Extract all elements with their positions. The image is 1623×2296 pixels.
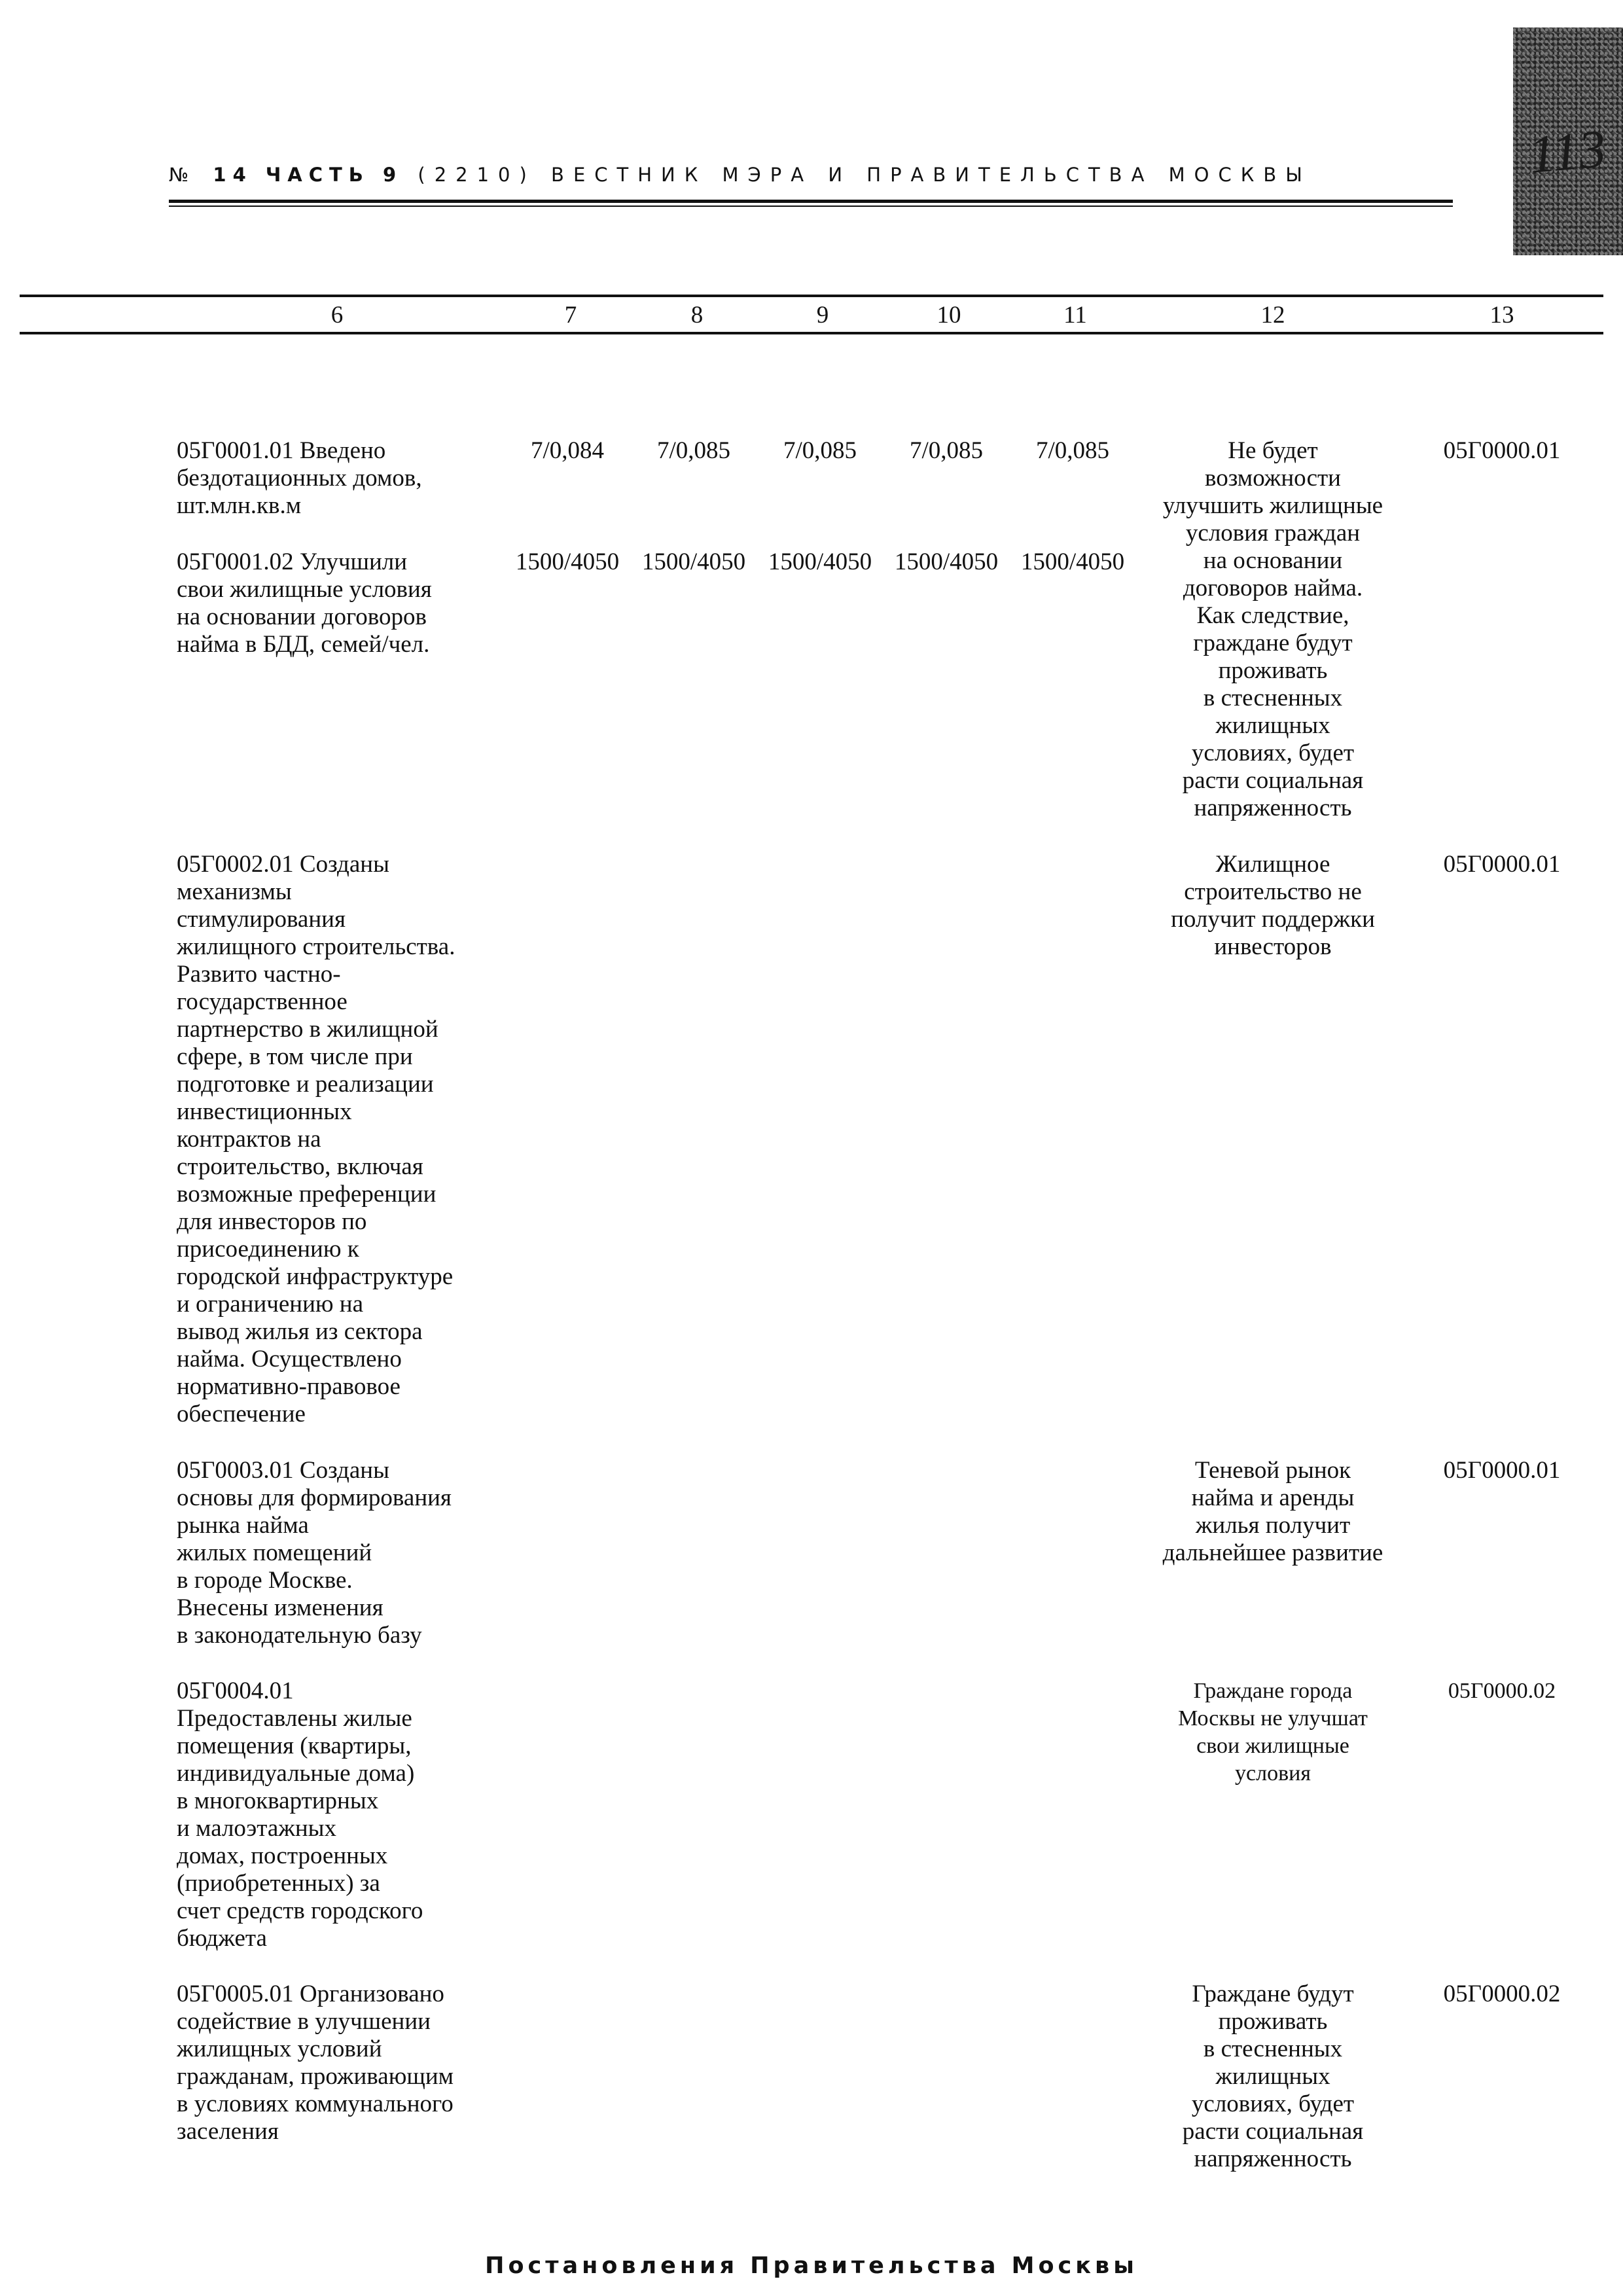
row4-consequence: Теневой рынок найма и аренды жилья получит дальнейшее развитие — [1162, 1457, 1383, 1566]
header-rule — [169, 200, 1453, 203]
footer-section-title: Постановления Правительства Москвы — [485, 2253, 1138, 2279]
column-header-6: 6 — [330, 302, 344, 329]
row-consequence-group1: Не будет возможности улучшить жилищные условия граждан на основании договоров найма. Как следствие, граждане будут проживать в стесненных жилищных условиях, будет расти социальная напряженность — [1162, 437, 1383, 821]
row2-value-col7: 1500/4050 — [515, 548, 620, 575]
publication-title: ВЕСТНИК МЭРА И ПРАВИТЕЛЬСТВА МОСКВЫ — [551, 164, 1311, 186]
issue-id: (2210) — [418, 164, 536, 186]
row6-consequence: Граждане будут проживать в стесненных жилищных условиях, будет расти социальная напряженность — [1182, 1981, 1364, 2172]
row3-consequence: Жилищное строительство не получит поддержки инвесторов — [1171, 851, 1375, 960]
issue-number-sign: № — [169, 164, 198, 186]
row-result-05G0001-02: 05Г0001.02 Улучшили свои жилищные условия на основании договоров найма в БДД, семей/чел. — [177, 548, 432, 658]
table-top-rule — [20, 295, 1603, 297]
row2-value-col10: 1500/4050 — [894, 548, 999, 575]
row6-code: 05Г0000.02 — [1443, 1981, 1561, 2007]
table-header-rule — [20, 332, 1603, 334]
row2-value-col11: 1500/4050 — [1020, 548, 1125, 575]
column-header-12: 12 — [1260, 302, 1285, 329]
column-header-8: 8 — [690, 302, 704, 329]
row2-value-col9: 1500/4050 — [768, 548, 872, 575]
row1-value-col8: 7/0,085 — [656, 437, 731, 464]
column-header-9: 9 — [816, 302, 829, 329]
row3-code: 05Г0000.01 — [1443, 851, 1561, 878]
row-result-05G0004-01: 05Г0004.01 Предоставлены жилые помещения (квартиры, индивидуальные дома) в многоквартирных и малоэтажных домах, построенных (приобретенных) за счет средств городского бюджета — [177, 1677, 423, 1952]
row1-code: 05Г0000.01 — [1443, 437, 1561, 464]
column-header-11: 11 — [1063, 302, 1087, 329]
row1-value-col10: 7/0,085 — [909, 437, 984, 464]
column-header-7: 7 — [564, 302, 577, 329]
row1-value-col9: 7/0,085 — [783, 437, 857, 464]
row2-value-col8: 1500/4050 — [641, 548, 746, 575]
header-rule-thin — [169, 206, 1453, 207]
column-header-10: 10 — [936, 302, 961, 329]
row-result-05G0005-01: 05Г0005.01 Организовано содействие в улучшении жилищных условий гражданам, проживающим в условиях коммунального заселения — [177, 1981, 454, 2145]
issue-part: 14 ЧАСТЬ 9 — [213, 164, 403, 186]
page-number: 113 — [1526, 118, 1609, 185]
row-result-05G0003-01: 05Г0003.01 Созданы основы для формирования рынка найма жилых помещений в городе Москве. Внесены изменения в законодательную базу — [177, 1457, 452, 1649]
row-result-05G0001-01: 05Г0001.01 Введено бездотационных домов, шт.млн.кв.м — [177, 437, 422, 519]
row1-value-col7: 7/0,084 — [530, 437, 605, 464]
column-header-13: 13 — [1489, 302, 1514, 329]
row5-code: 05Г0000.02 — [1448, 1679, 1556, 1703]
row5-consequence: Граждане города Москвы не улучшат свои жилищные условия — [1178, 1679, 1368, 1785]
row4-code: 05Г0000.01 — [1443, 1457, 1561, 1484]
running-header — [169, 164, 1452, 186]
row1-value-col11: 7/0,085 — [1035, 437, 1110, 464]
row-result-05G0002-01: 05Г0002.01 Созданы механизмы стимулирования жилищного строительства. Развито частно- государственное партнерство в жилищной сфере, в том числе при подготовке и реализации инвестиционных контрактов на строительство, включая возможные преференции для инвесторов по присоединению к городской инфраструктуре и ограничению на вывод жилья из сектора найма. Осуществлено нормативно-правовое обеспечение — [177, 851, 455, 1427]
